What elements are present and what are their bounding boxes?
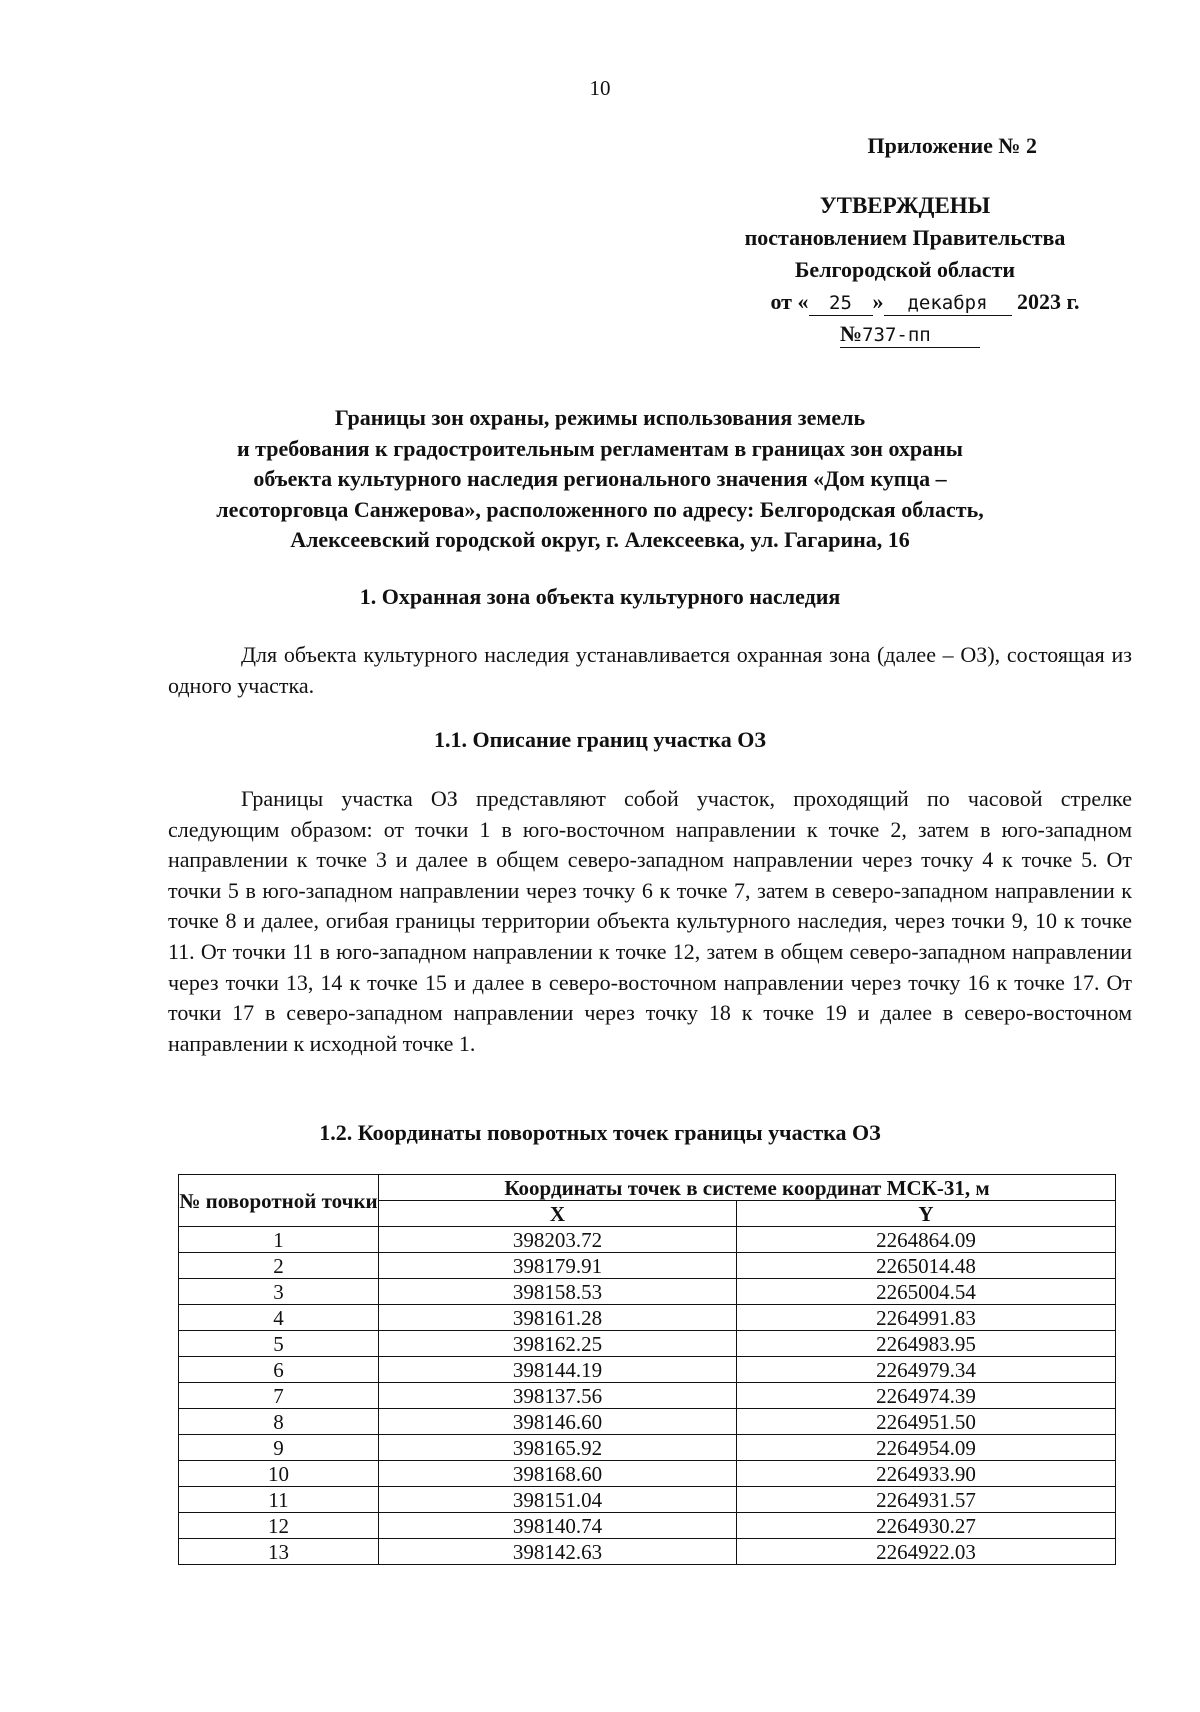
cell-x: 398165.92 (379, 1435, 737, 1461)
approval-line-2: Белгородской области (794, 257, 1016, 282)
table-row (179, 1461, 1116, 1487)
table-row (179, 1383, 1116, 1409)
cell-y: 2264954.09 (737, 1435, 1116, 1461)
annex-label: Приложение № 2 (867, 133, 1037, 158)
approval-heading: УТВЕРЖДЕНЫ (819, 193, 991, 218)
section-1-paragraph: Для объекта культурного наследия устанавливается охранная зона (далее – ОЗ), состоящая из одного участка. (168, 642, 1132, 698)
table-row (179, 1357, 1116, 1383)
document-title (120, 403, 1080, 556)
section-1-1-heading: 1.1. Описание границ участка ОЗ (434, 727, 766, 752)
approval-date (675, 286, 1135, 318)
number-prefix: № (840, 321, 863, 346)
cell-y: 2264933.90 (737, 1461, 1116, 1487)
title-line: лесоторговца Санжерова», расположенного по адресу: Белгородская область, (216, 496, 984, 522)
cell-y: 2264979.34 (737, 1357, 1116, 1383)
document-number: 737-пп (862, 324, 931, 346)
cell-x: 398137.56 (379, 1383, 737, 1409)
cell-point: 6 (179, 1357, 379, 1383)
cell-point: 3 (179, 1279, 379, 1305)
page-number: 10 (589, 76, 611, 100)
cell-x: 398179.91 (379, 1253, 737, 1279)
approval-line-1: постановлением Правительства (744, 225, 1066, 250)
cell-point: 9 (179, 1435, 379, 1461)
table-row (179, 1487, 1116, 1513)
cell-x: 398142.63 (379, 1539, 737, 1565)
title-line: и требования к градостроительным регламентам в границах зон охраны (237, 435, 963, 461)
table-row (179, 1331, 1116, 1357)
section-1-1-paragraph: Границы участка ОЗ представляют собой участок, проходящий по часовой стрелке следующим образом: от точки 1 в юго-восточном направлении к точке 2, затем в юго-западном направлении к точке 3 и далее в общем северо-западном направлении через точку 4 к точке 5. От точки 5 в юго-западном направлении через точку 6 к точке 7, затем в северо-западном направлении к точке 8 и далее, огибая границы территории объекта культурного наследия, через точки 9, 10 к точке 11. От точки 11 в юго-западном направлении к точке 12, затем в общем северо-западном направлении через точки 13, 14 к точке 15 и далее в северо-восточном направлении через точку 16 к точке 17. От точки 17 в северо-западном направлении через точку 18 к точке 19 и далее в северо-восточном направлении к исходной точке 1. (168, 786, 1132, 1056)
cell-x: 398168.60 (379, 1461, 737, 1487)
cell-x: 398162.25 (379, 1331, 737, 1357)
table-row (179, 1539, 1116, 1565)
cell-x: 398144.19 (379, 1357, 737, 1383)
cell-point: 13 (179, 1539, 379, 1565)
cell-point: 12 (179, 1513, 379, 1539)
cell-y: 2264864.09 (737, 1227, 1116, 1253)
date-month: декабря (884, 291, 1012, 316)
cell-point: 4 (179, 1305, 379, 1331)
cell-point: 11 (179, 1487, 379, 1513)
cell-x: 398146.60 (379, 1409, 737, 1435)
section-1-heading: 1. Охранная зона объекта культурного наследия (359, 584, 841, 609)
header-coordinates: Координаты точек в системе координат МСК-31, м (379, 1175, 1116, 1201)
cell-point: 8 (179, 1409, 379, 1435)
date-mid: » (872, 289, 884, 314)
cell-y: 2265014.48 (737, 1253, 1116, 1279)
header-point-number: № поворотной точки (179, 1175, 379, 1227)
cell-point: 10 (179, 1461, 379, 1487)
cell-y: 2265004.54 (737, 1279, 1116, 1305)
cell-x: 398161.28 (379, 1305, 737, 1331)
title-line: объекта культурного наследия регионального значения «Дом купца – (253, 466, 947, 491)
cell-point: 1 (179, 1227, 379, 1253)
approval-block (675, 190, 1135, 350)
table-row (179, 1435, 1116, 1461)
cell-y: 2264983.95 (737, 1331, 1116, 1357)
cell-x: 398140.74 (379, 1513, 737, 1539)
header-x: X (379, 1201, 737, 1227)
document-number-field (840, 322, 980, 348)
date-prefix: от « (770, 289, 809, 314)
coordinates-table-body (179, 1227, 1116, 1565)
date-day: 25 (809, 291, 873, 316)
cell-y: 2264951.50 (737, 1409, 1116, 1435)
section-1-2-heading: 1.2. Координаты поворотных точек границы участка ОЗ (319, 1120, 881, 1145)
table-row (179, 1279, 1116, 1305)
cell-y: 2264930.27 (737, 1513, 1116, 1539)
cell-y: 2264991.83 (737, 1305, 1116, 1331)
coordinates-table (178, 1174, 1116, 1565)
cell-y: 2264922.03 (737, 1539, 1116, 1565)
table-row (179, 1513, 1116, 1539)
table-row (179, 1305, 1116, 1331)
cell-point: 2 (179, 1253, 379, 1279)
cell-point: 5 (179, 1331, 379, 1357)
header-y: Y (737, 1201, 1116, 1227)
cell-x: 398151.04 (379, 1487, 737, 1513)
date-year: 2023 г. (1017, 289, 1080, 314)
cell-point: 7 (179, 1383, 379, 1409)
table-row (179, 1253, 1116, 1279)
cell-y: 2264931.57 (737, 1487, 1116, 1513)
cell-y: 2264974.39 (737, 1383, 1116, 1409)
cell-x: 398203.72 (379, 1227, 737, 1253)
approval-number (675, 318, 1135, 350)
table-row (179, 1227, 1116, 1253)
cell-x: 398158.53 (379, 1279, 737, 1305)
title-line: Алексеевский городской округ, г. Алексеевка, ул. Гагарина, 16 (290, 527, 910, 552)
title-line: Границы зон охраны, режимы использования земель (334, 405, 866, 430)
table-row (179, 1409, 1116, 1435)
